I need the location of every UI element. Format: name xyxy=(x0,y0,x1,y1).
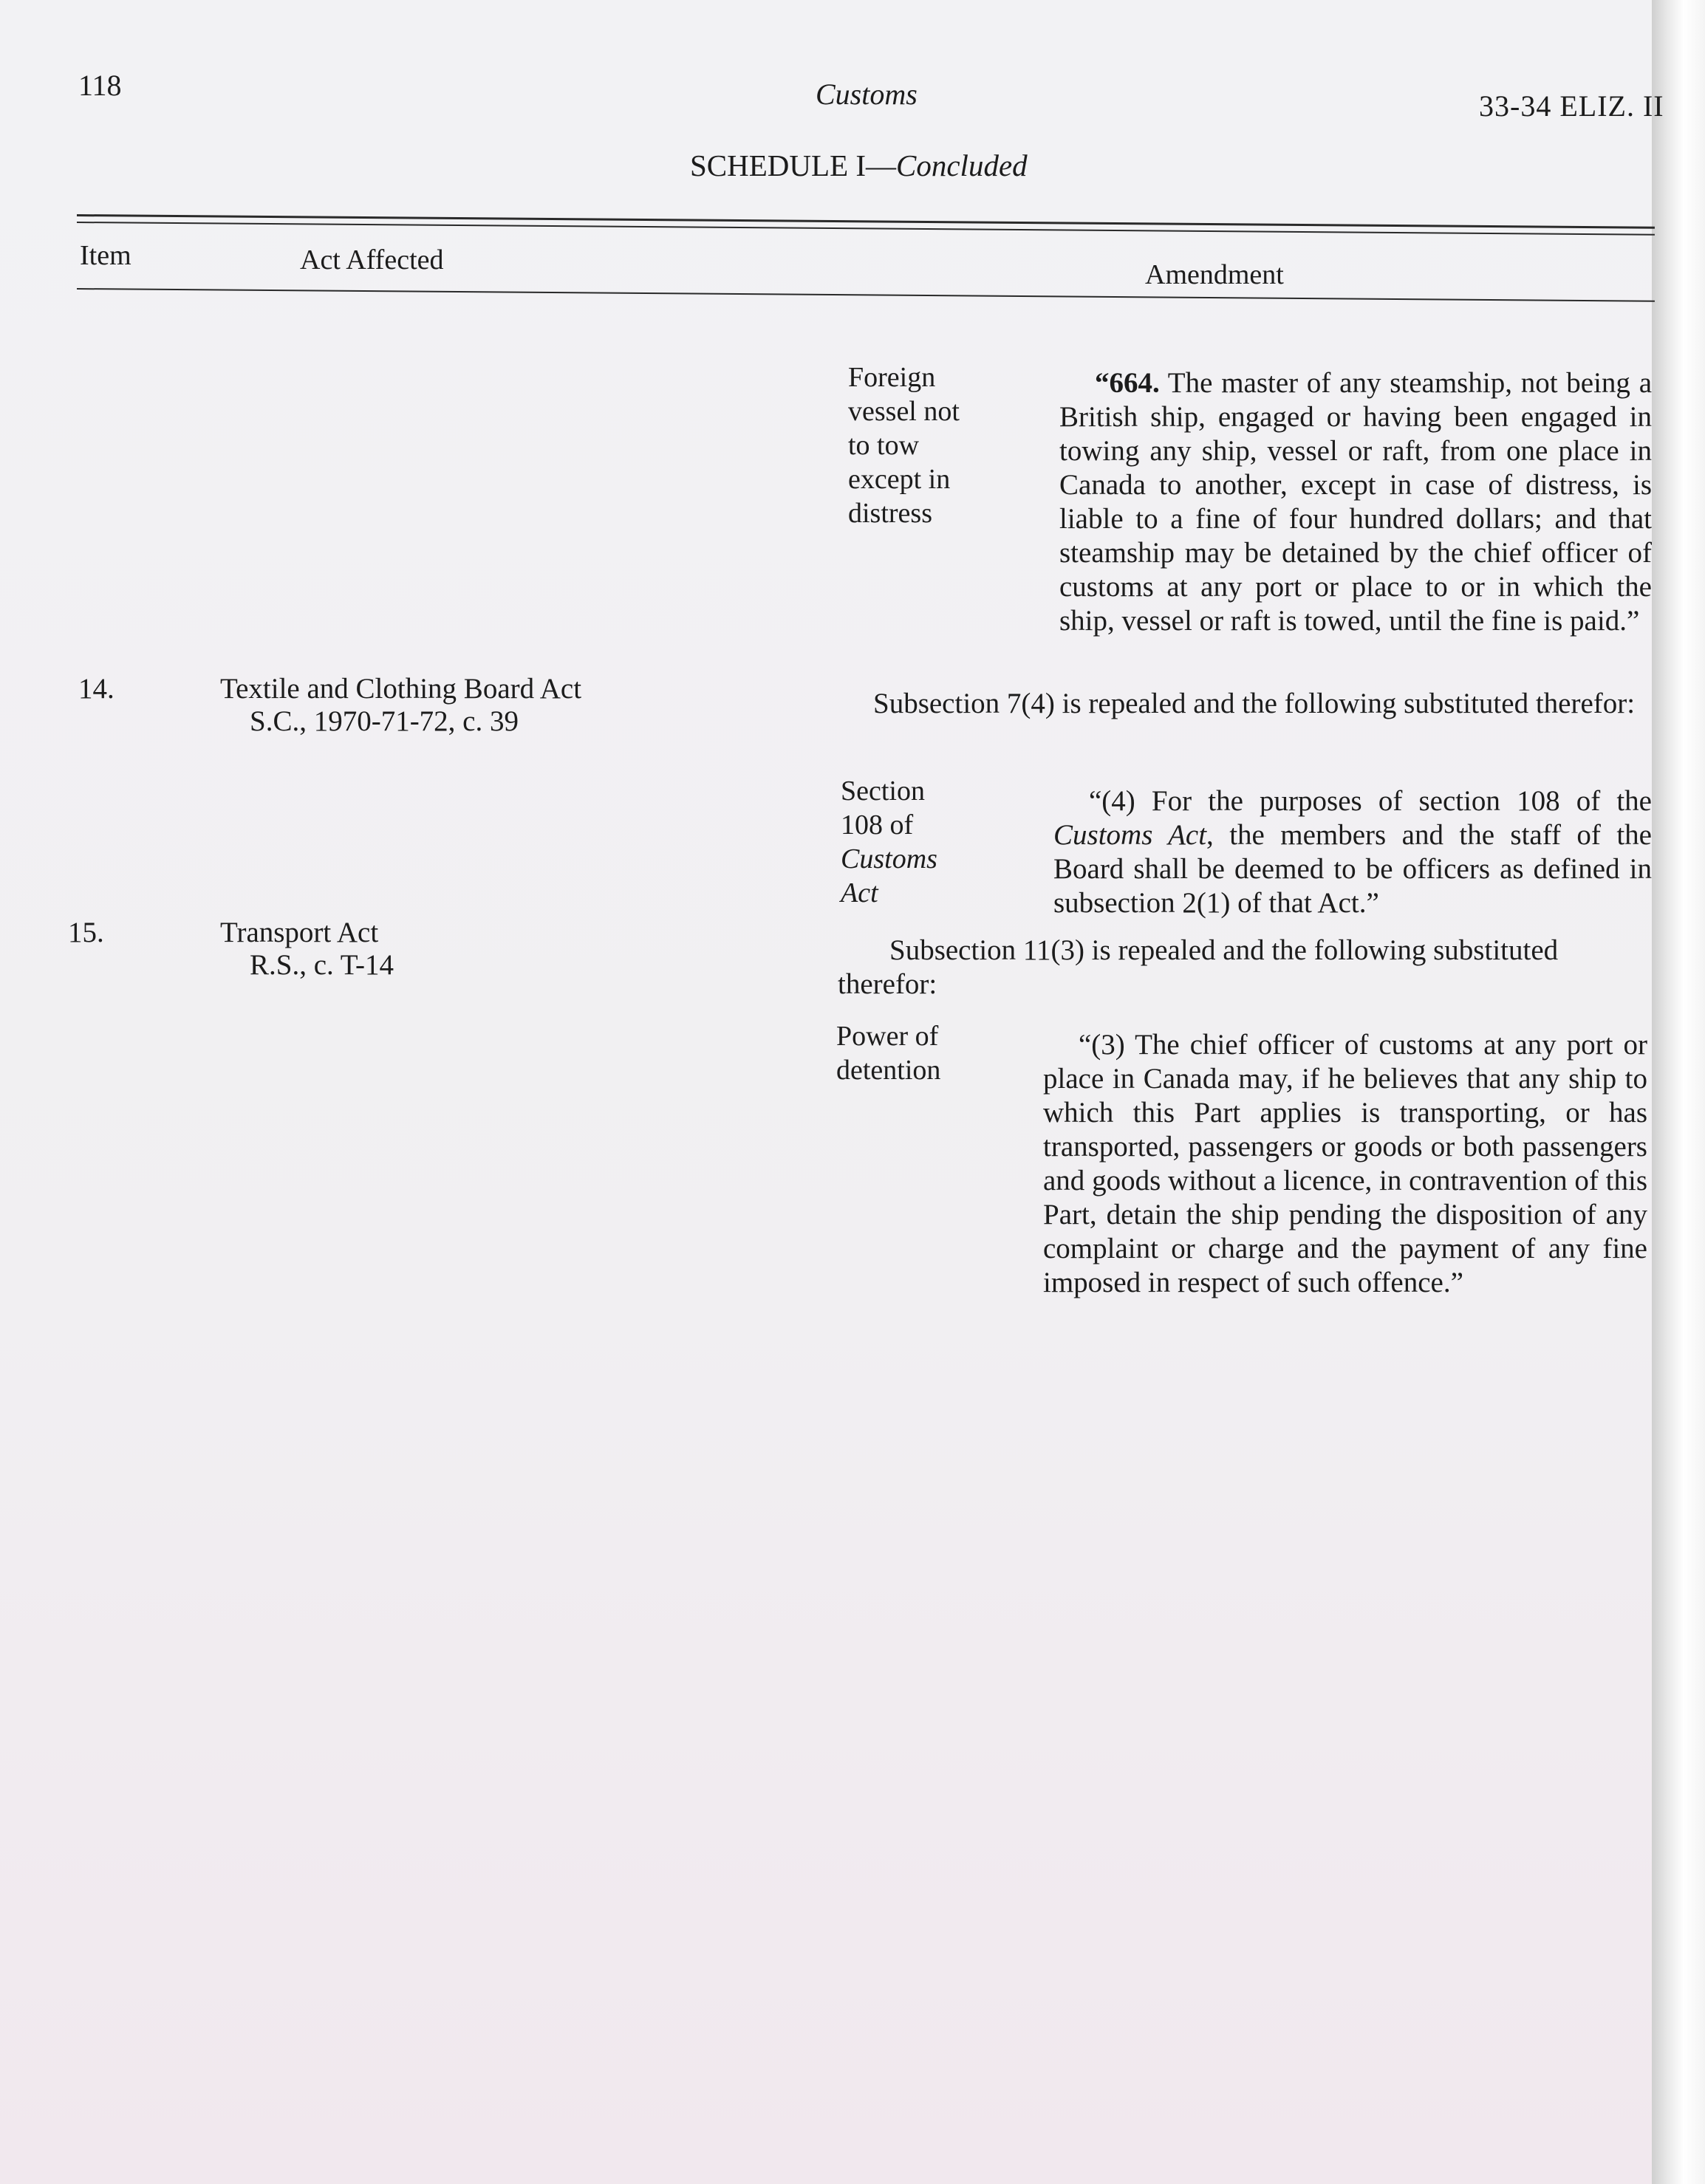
bleed-through-text xyxy=(74,355,739,1758)
margin-note-line: Section xyxy=(841,776,925,807)
amendment-instruction-14: Subsection 7(4) is repealed and the following substituted therefor: xyxy=(873,688,1636,719)
margin-note-line: detention xyxy=(836,1055,941,1086)
amendment-text-italic: Customs Act xyxy=(1053,819,1207,851)
column-heading-act-affected: Act Affected xyxy=(300,244,444,275)
act-name-14: Textile and Clothing Board Act xyxy=(220,673,582,705)
item-number-15: 15. xyxy=(68,917,104,948)
margin-note-line: except in xyxy=(848,464,951,495)
margin-note-line: 108 of xyxy=(841,809,914,841)
page-edge-shadow xyxy=(1652,0,1705,2184)
section-11-3-text: “(3) The chief officer of customs at any port or place in Canada may, if he believes that any ship to which this Part applies is transporting, or has transported, passengers or goods or both passengers and goods without a licence, in contravention of this Part, detain the ship pending the disposition of any complaint or charge and the payment of any fine imposed in respect of such offence.” xyxy=(1043,1029,1647,1298)
amendment-text-part: “(4) For the purposes of section 108 of the xyxy=(1089,785,1652,817)
margin-note-line: Customs xyxy=(841,843,937,874)
schedule-title xyxy=(690,148,1028,183)
margin-note-line: Power of xyxy=(836,1021,939,1052)
section-number: “664. xyxy=(1095,367,1160,399)
schedule-title-suffix: Concluded xyxy=(896,148,1028,182)
margin-note-line: Act xyxy=(841,877,878,908)
margin-note-line: Foreign xyxy=(848,362,936,393)
amendment-instruction-15: Subsection 11(3) is repealed and the following substituted therefor: xyxy=(838,934,1559,1000)
act-name-15: Transport Act xyxy=(220,917,379,948)
margin-note-line: distress xyxy=(848,498,932,529)
act-citation-15: R.S., c. T-14 xyxy=(250,949,394,981)
margin-note-foreign-vessel xyxy=(848,360,960,530)
item-number-14: 14. xyxy=(78,673,115,705)
amendment-text-15 xyxy=(1043,1028,1647,1300)
amendment-text-part: , the members and the staff of the Board shall be deemed to be officers as defined in subsection 2(1) of that Act.” xyxy=(1053,819,1652,919)
amendment-text-14 xyxy=(1053,784,1652,920)
act-citation-14: S.C., 1970-71-72, c. 39 xyxy=(250,705,519,737)
regnal-year: 33-34 ELIZ. II xyxy=(1479,89,1664,123)
margin-note-section-108 xyxy=(841,774,937,910)
column-heading-item: Item xyxy=(80,240,131,271)
margin-note-line: vessel not xyxy=(848,396,960,427)
margin-note-line: to tow xyxy=(848,430,920,461)
margin-note-power-of-detention xyxy=(836,1019,940,1087)
amendment-text-664 xyxy=(1059,366,1652,638)
page-number: 118 xyxy=(78,69,122,102)
schedule-title-main: SCHEDULE I— xyxy=(690,148,897,182)
section-664-text: The master of any steamship, not being a British ship, engaged or having been engaged in towing any ship, vessel or raft, from one place in Canada to another, except in case of distress, is liable to a fine of four hundred dollars; and that steamship may be detained by the chief officer of customs at any port or place to or in which the ship, vessel or raft is towed, until the fine is paid.” xyxy=(1059,367,1652,637)
column-heading-amendment: Amendment xyxy=(1145,259,1284,290)
running-title: Customs xyxy=(816,78,918,111)
